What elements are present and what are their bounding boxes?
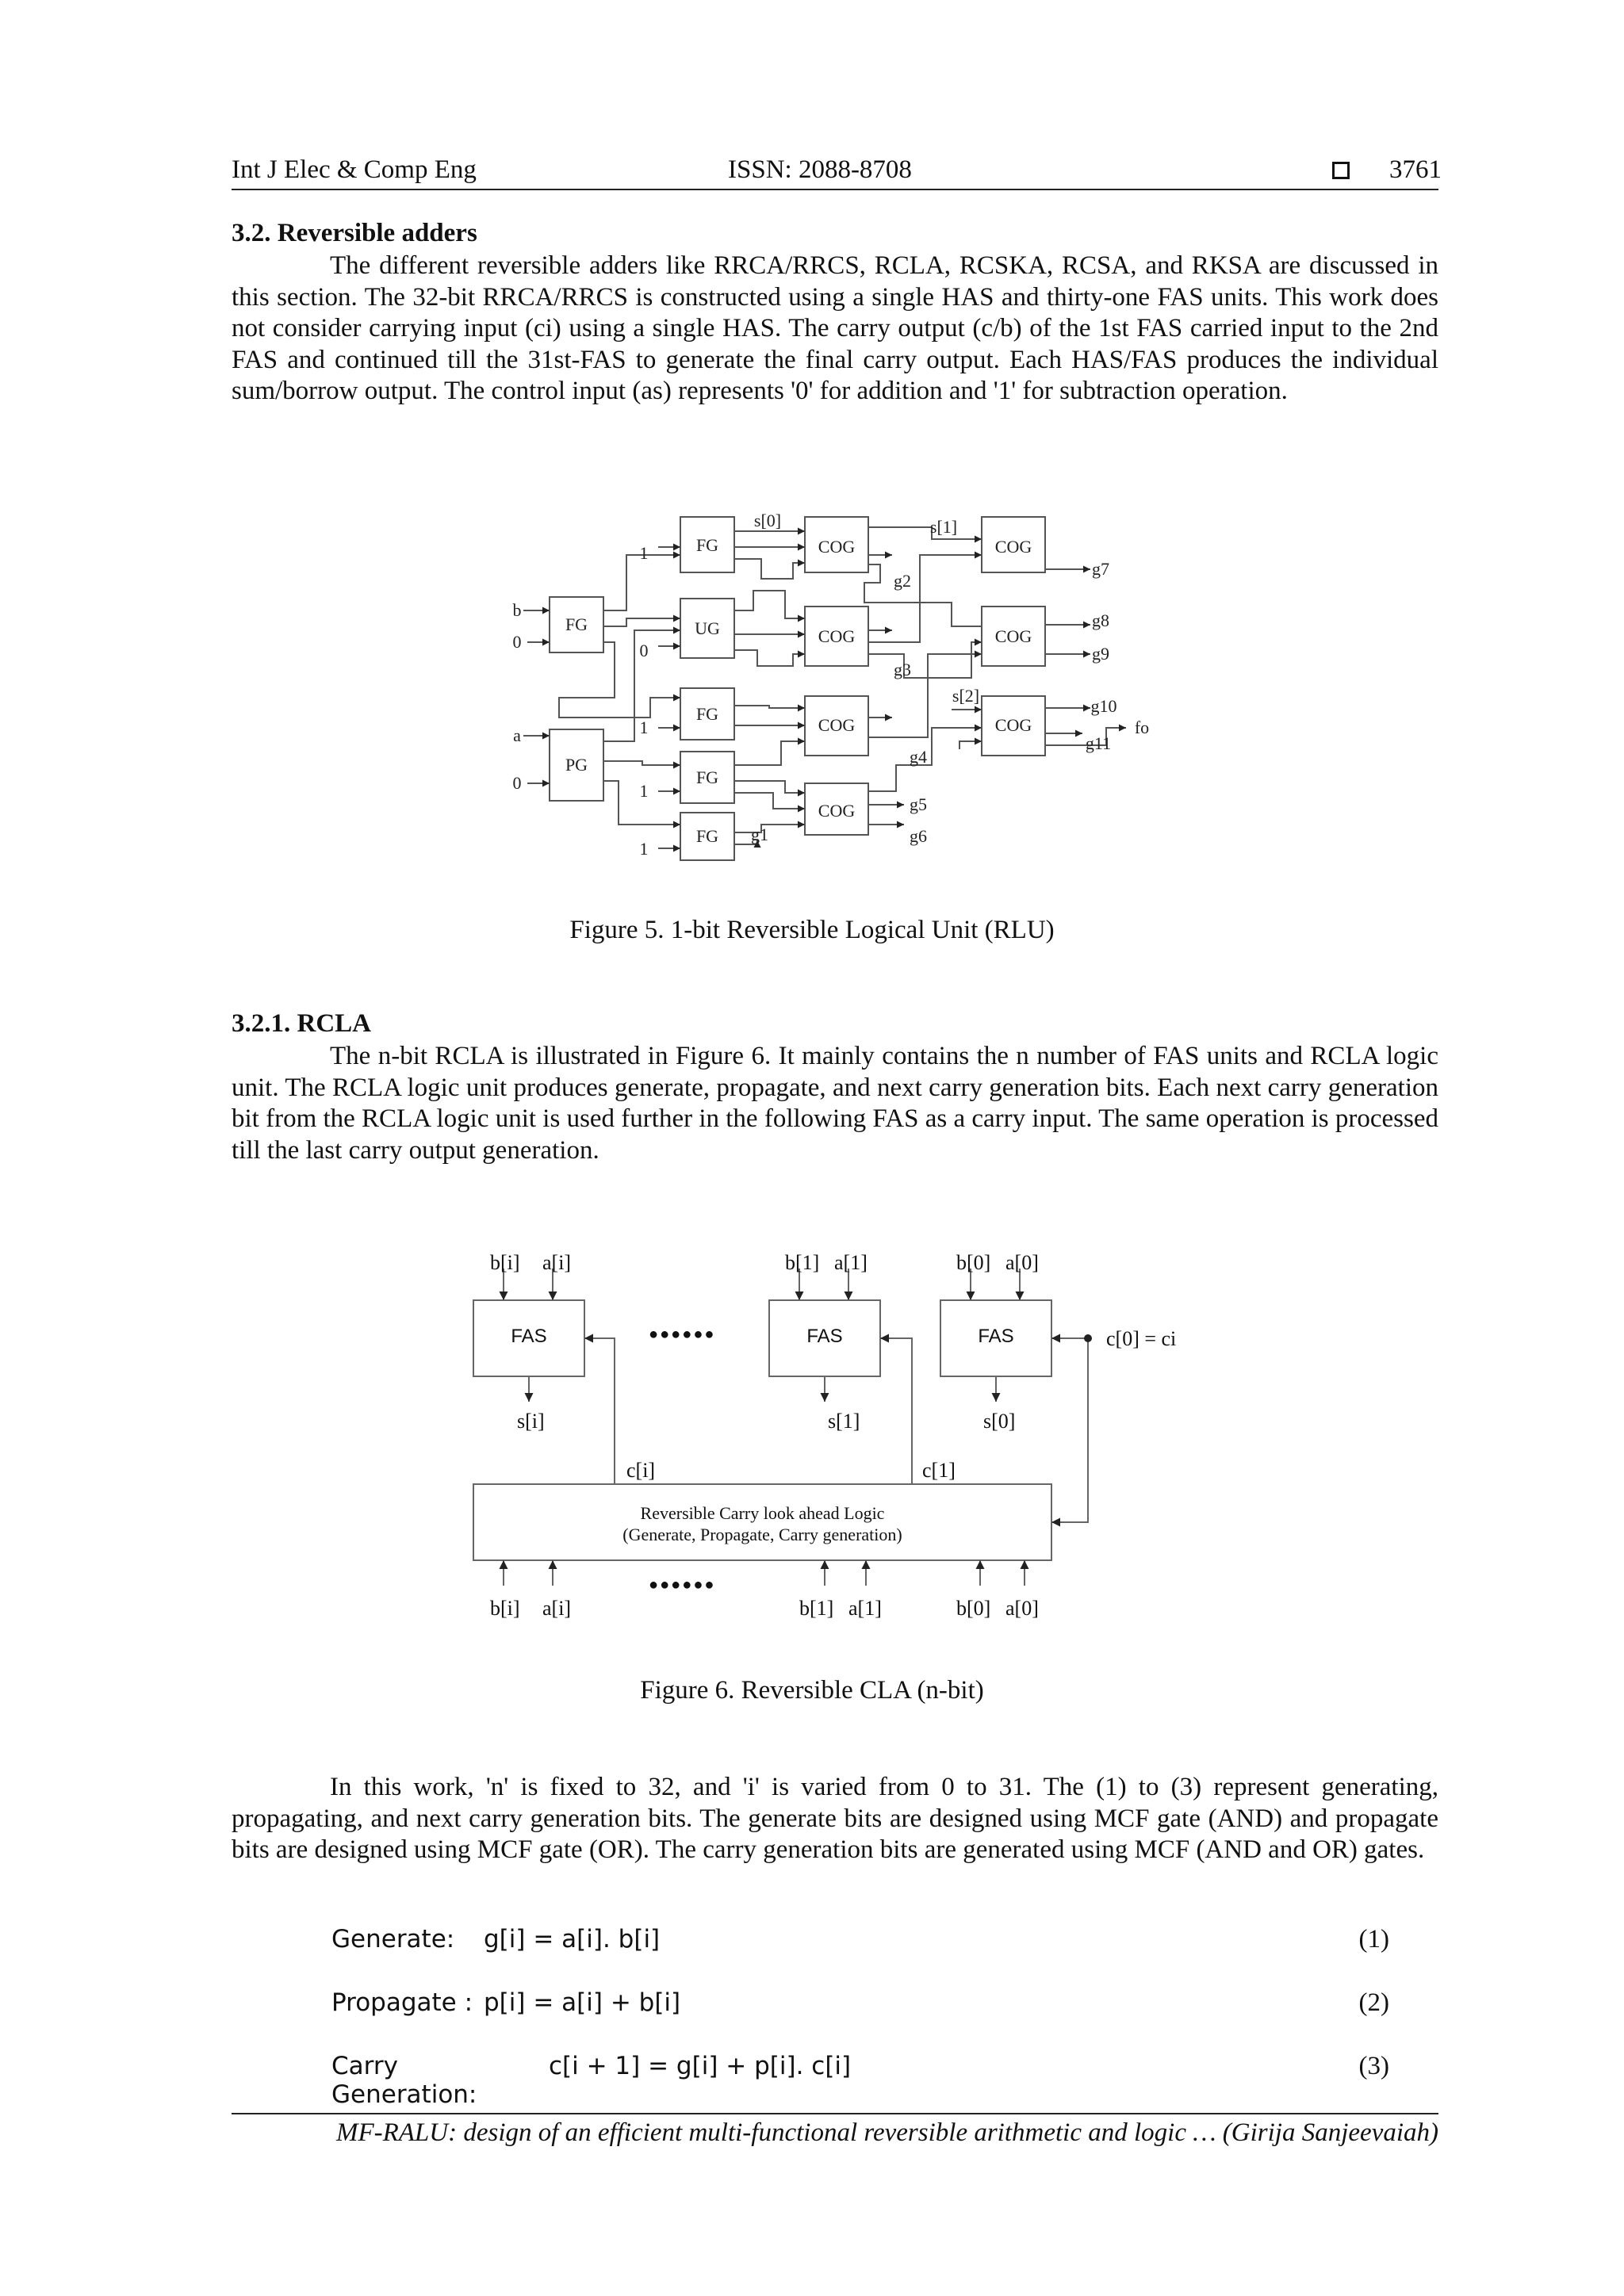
input-zero-a: 0 (512, 773, 522, 793)
equation-2-expression: p[i] = a[i] + b[i] (484, 1988, 681, 2017)
bottom-input-a1: a[1] (848, 1597, 882, 1620)
ellipsis-bottom: ●●●●●● (649, 1576, 716, 1594)
paragraph-text: The different reversible adders like RRCA/RRCS, RCLA, RCSKA, RCSA, and RKSA are discussed in this section. The 32-bit RRCA/RRCS is constructed using a single HAS and thirty-one FAS units. This work does not consider carrying input (ci) using a single HAS. The carry output (c/b) of the 1st FAS carried input to the 2nd FAS and continued till the 31st-FAS to generate the final carry output. Each HAS/FAS produces the individual sum/borrow output. The control input (as) represents '0' for addition and '1' for subtraction operation. (232, 251, 1438, 405)
paragraph-text: The n-bit RCLA is illustrated in Figure 6. It mainly contains the n number of FAS units and RCLA logic unit. The RCLA logic unit produces generate, propagate, and next carry generation bits. Each next carry generation bit from the RCLA logic unit is used further in the following FAS as a carry input. The same operation is processed till the last carry output generation. (232, 1042, 1438, 1165)
const-zero-ug: 0 (639, 641, 649, 660)
const-one-fg-mid2: 1 (639, 781, 649, 801)
ug-label: UG (695, 618, 720, 638)
fas-label-0: FAS (978, 1326, 1014, 1347)
equation-2-number: (2) (1358, 1988, 1389, 2017)
equation-1-number: (1) (1358, 1925, 1389, 1954)
equation-3-expression: c[i + 1] = g[i] + p[i]. c[i] (549, 2052, 852, 2080)
figure-6-caption: Figure 6. Reversible CLA (n-bit) (640, 1676, 984, 1705)
section-heading-3-2: 3.2. Reversible adders (232, 219, 477, 247)
top-input-b0: b[0] (956, 1251, 991, 1274)
pg-a-label: PG (565, 755, 588, 775)
fas-label-1: FAS (806, 1326, 843, 1347)
footer-rule (232, 2113, 1438, 2114)
paragraph-text: In this work, 'n' is fixed to 32, and 'i' is varied from 0 to 31. The (1) to (3) represent generating, propagating, and next carry generation bits. The generate bits are designed using MCF gate (AND) and propagate bits are designed using MCF gate (OR). The carry generation bits are generated using MCF (AND and OR) gates. (232, 1773, 1438, 1864)
input-a: a (513, 725, 521, 745)
section-3-2-1-paragraph (232, 1041, 1438, 1166)
cog7-label: COG (994, 715, 1032, 735)
signal-g7: g7 (1092, 559, 1109, 579)
section-heading-3-2-1: 3.2.1. RCLA (232, 1009, 372, 1038)
fg-mid1-label: FG (695, 704, 719, 724)
equation-2-label: Propagate : (331, 1988, 473, 2017)
junction-dot-icon (1084, 1334, 1092, 1342)
sum-output-s1: s[1] (828, 1410, 860, 1433)
running-header-issn: ISSN: 2088-8708 (728, 155, 912, 184)
input-b: b (512, 600, 522, 620)
equation-1 (331, 1925, 1389, 1954)
sum-output-s0: s[0] (983, 1410, 1016, 1433)
signal-s0: s[0] (753, 511, 782, 530)
signal-g11: g11 (1085, 733, 1112, 753)
running-header-journal: Int J Elec & Comp Eng (232, 155, 477, 184)
carry-label-c1: c[1] (922, 1459, 956, 1482)
rcla-logic-title: Reversible Carry look ahead Logic (640, 1503, 885, 1523)
equation-2 (331, 1988, 1389, 2018)
top-input-ai: a[i] (542, 1251, 572, 1274)
fg-bottom-label: FG (695, 826, 719, 846)
bottom-input-bi: b[i] (490, 1597, 520, 1620)
page-number: 3761 (1389, 155, 1442, 184)
fas-label-i: FAS (511, 1326, 547, 1347)
bottom-input-a0: a[0] (1005, 1597, 1039, 1620)
rcla-logic-subtitle: (Generate, Propagate, Carry generation) (622, 1525, 902, 1544)
figure-5-caption: Figure 5. 1-bit Reversible Logical Unit (RLU) (569, 916, 1055, 944)
signal-g10: g10 (1090, 696, 1117, 716)
signal-s2: s[2] (952, 686, 980, 706)
signal-g1: g1 (751, 825, 768, 844)
signal-g2: g2 (894, 571, 911, 591)
sum-output-si: s[i] (517, 1410, 545, 1433)
fg-b-label: FG (565, 614, 588, 634)
top-input-bi: b[i] (490, 1251, 520, 1274)
top-input-a0: a[0] (1005, 1251, 1039, 1274)
bottom-input-b1: b[1] (799, 1597, 834, 1620)
equation-1-label: Generate: (331, 1925, 455, 1954)
signal-g9: g9 (1092, 644, 1109, 664)
carry-in-label: c[0] = ci (1106, 1327, 1177, 1350)
figure-5-rlu-diagram (0, 0, 1624, 951)
bottom-input-ai: a[i] (542, 1597, 572, 1620)
signal-s1: s[1] (929, 517, 958, 537)
cog1-label: COG (818, 537, 856, 557)
bottom-input-b0: b[0] (956, 1597, 991, 1620)
ellipsis-top: ●●●●●● (649, 1326, 716, 1343)
equation-3 (331, 2052, 1389, 2109)
after-figure-paragraph (232, 1772, 1438, 1866)
signal-g8: g8 (1092, 610, 1109, 630)
input-zero-b: 0 (512, 632, 522, 652)
cog3-label: COG (818, 715, 856, 735)
equation-3-label: Carry Generation: (331, 2052, 477, 2109)
signal-g3: g3 (894, 660, 911, 679)
const-one-fg-mid1: 1 (639, 718, 649, 737)
const-one-fg-bottom: 1 (639, 839, 649, 859)
cog6-label: COG (994, 626, 1032, 646)
equation-1-expression: g[i] = a[i]. b[i] (484, 1925, 661, 1954)
carry-label-ci: c[i] (626, 1459, 656, 1482)
fg-top-label: FG (695, 535, 719, 555)
signal-g5: g5 (910, 794, 927, 814)
running-footer: MF-RALU: design of an efficient multi-functional reversible arithmetic and logic … (Girija Sanjeevaiah) (335, 2118, 1438, 2147)
signal-g4: g4 (910, 747, 927, 767)
equation-3-number: (3) (1358, 2052, 1389, 2080)
cog4-label: COG (818, 801, 856, 821)
cog2-label: COG (818, 626, 856, 646)
cog5-label: COG (994, 537, 1032, 557)
top-input-b1: b[1] (785, 1251, 820, 1274)
fg-mid2-label: FG (695, 767, 719, 787)
const-one-fg-top: 1 (639, 543, 649, 563)
top-input-a1: a[1] (834, 1251, 868, 1274)
signal-g6: g6 (910, 826, 927, 846)
signal-fo: fo (1134, 718, 1150, 737)
